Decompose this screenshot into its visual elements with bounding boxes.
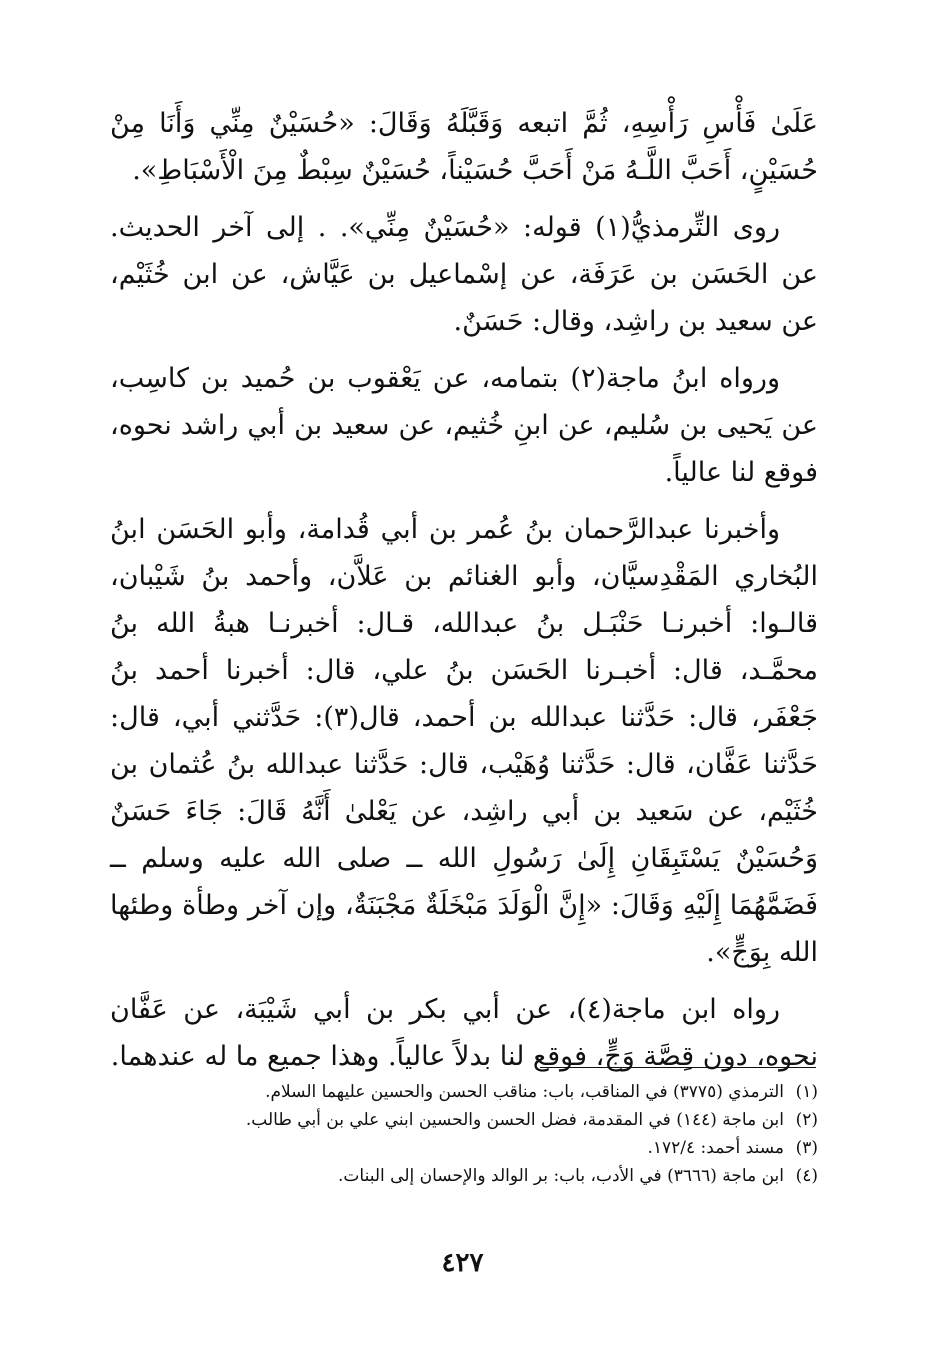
paragraph-ibn-majah-1: ورواه ابنُ ماجة(٢) بتمامه، عن يَعْقوب بن حُميد بن كاسِب، عن يَحيى بن سُليم، عن ابنِ خُثيم، عن سعيد بن أبي راشد نحوه، فوقع لنا عالياً. [110,363,818,488]
page-number: ٤٢٧ [441,1248,484,1278]
paragraph-ibn-majah-2: رواه ابن ماجة(٤)، عن أبي بكر بن أبي شَيْبَة، عن عَفَّان نحوه، دون قِصَّة وَجٍّ، فوقع لنا بدلاً عالياً. وهذا جميع ما له عندهما. [110,994,818,1072]
footnote-divider [540,1067,816,1068]
footnote-item [110,1162,818,1190]
footnotes [110,1078,818,1190]
footnote-item [110,1078,818,1106]
footnote-number: (٤) [795,1166,818,1186]
footnote-text: ابن ماجة (٣٦٦٦) في الأدب، باب: بر الوالد والإحسان إلى البنات. [338,1166,784,1186]
paragraph-isnad: وأخبرنا عبدالرَّحمان بنُ عُمر بن أبي قُدامة، وأبو الحَسَن ابنُ البُخاري المَقْدِسيَّان، وأبو الغنائم بن عَلاَّن، وأحمد بنُ شَيْبان، قالـوا: أخبرنـا حَنْبَـل بنُ عبدالله، قـال: أخبرنـا هبةُ الله بنُ محمَّـد، قال: أخبـرنا الحَسَن بنُ علي، قال: أخبرنا أحمد بنُ جَعْفَر، قال: حَدَّثنا عبدالله بن أحمد، قال(٣): حَدَّثني أبي، قال: حَدَّثنا عَفَّان، قال: حَدَّثنا وُهَيْب، قال: حَدَّثنا عبدالله بنُ عُثمان بن خُثَيْم، عن سَعيد بن أبي راشِد، عن يَعْلىٰ أَنَّهُ قَالَ: جَاءَ حَسَنٌ وَحُسَيْنٌ يَسْتَبِقَانِ إِلَىٰ رَسُولِ الله ــ صلى الله عليه وسلم ــ فَضَمَّهُمَا إِلَيْهِ وَقَالَ: «إِنَّ الْوَلَدَ مَبْخَلَةٌ مَجْبَنَةٌ، وإن آخر وطأة وطئها الله بِوَجٍّ». [110,514,818,968]
footnote-item [110,1106,818,1134]
footnote-number: (٣) [795,1138,818,1158]
footnote-text: مسند أحمد: ١٧٢/٤. [647,1138,784,1158]
footnote-text: ابن ماجة (١٤٤) في المقدمة، فضل الحسن والحسين ابني علي بن أبي طالب. [245,1110,784,1130]
footnote-item [110,1134,818,1162]
paragraph-tirmidhi: روى التِّرمذيُّ(١) قوله: «حُسَيْنٌ مِنِّي». . إلى آخر الحديث. عن الحَسَن بن عَرَفَة، عن إسْماعيل بن عَيَّاش، عن ابن خُثَيْم، عن سعيد بن راشِد، وقال: حَسَنٌ. [110,212,818,337]
main-text [110,100,818,1090]
footnote-text: الترمذي (٣٧٧٥) في المناقب، باب: مناقب الحسن والحسين عليهما السلام. [265,1082,784,1102]
footnote-number: (١) [795,1082,818,1102]
paragraph-hadith-continuation: عَلَىٰ فَأْسِ رَأْسِهِ، ثُمَّ اتبعه وَقَبَّلَهُ وَقَالَ: «حُسَيْنٌ مِنِّي وَأَنَا مِنْ حُسَيْنٍ، أَحَبَّ اللَّـهُ مَنْ أَحَبَّ حُسَيْناً، حُسَيْنٌ سِبْطٌ مِنَ الْأَسْبَاطِ». [110,108,818,186]
footnote-number: (٢) [795,1110,818,1130]
